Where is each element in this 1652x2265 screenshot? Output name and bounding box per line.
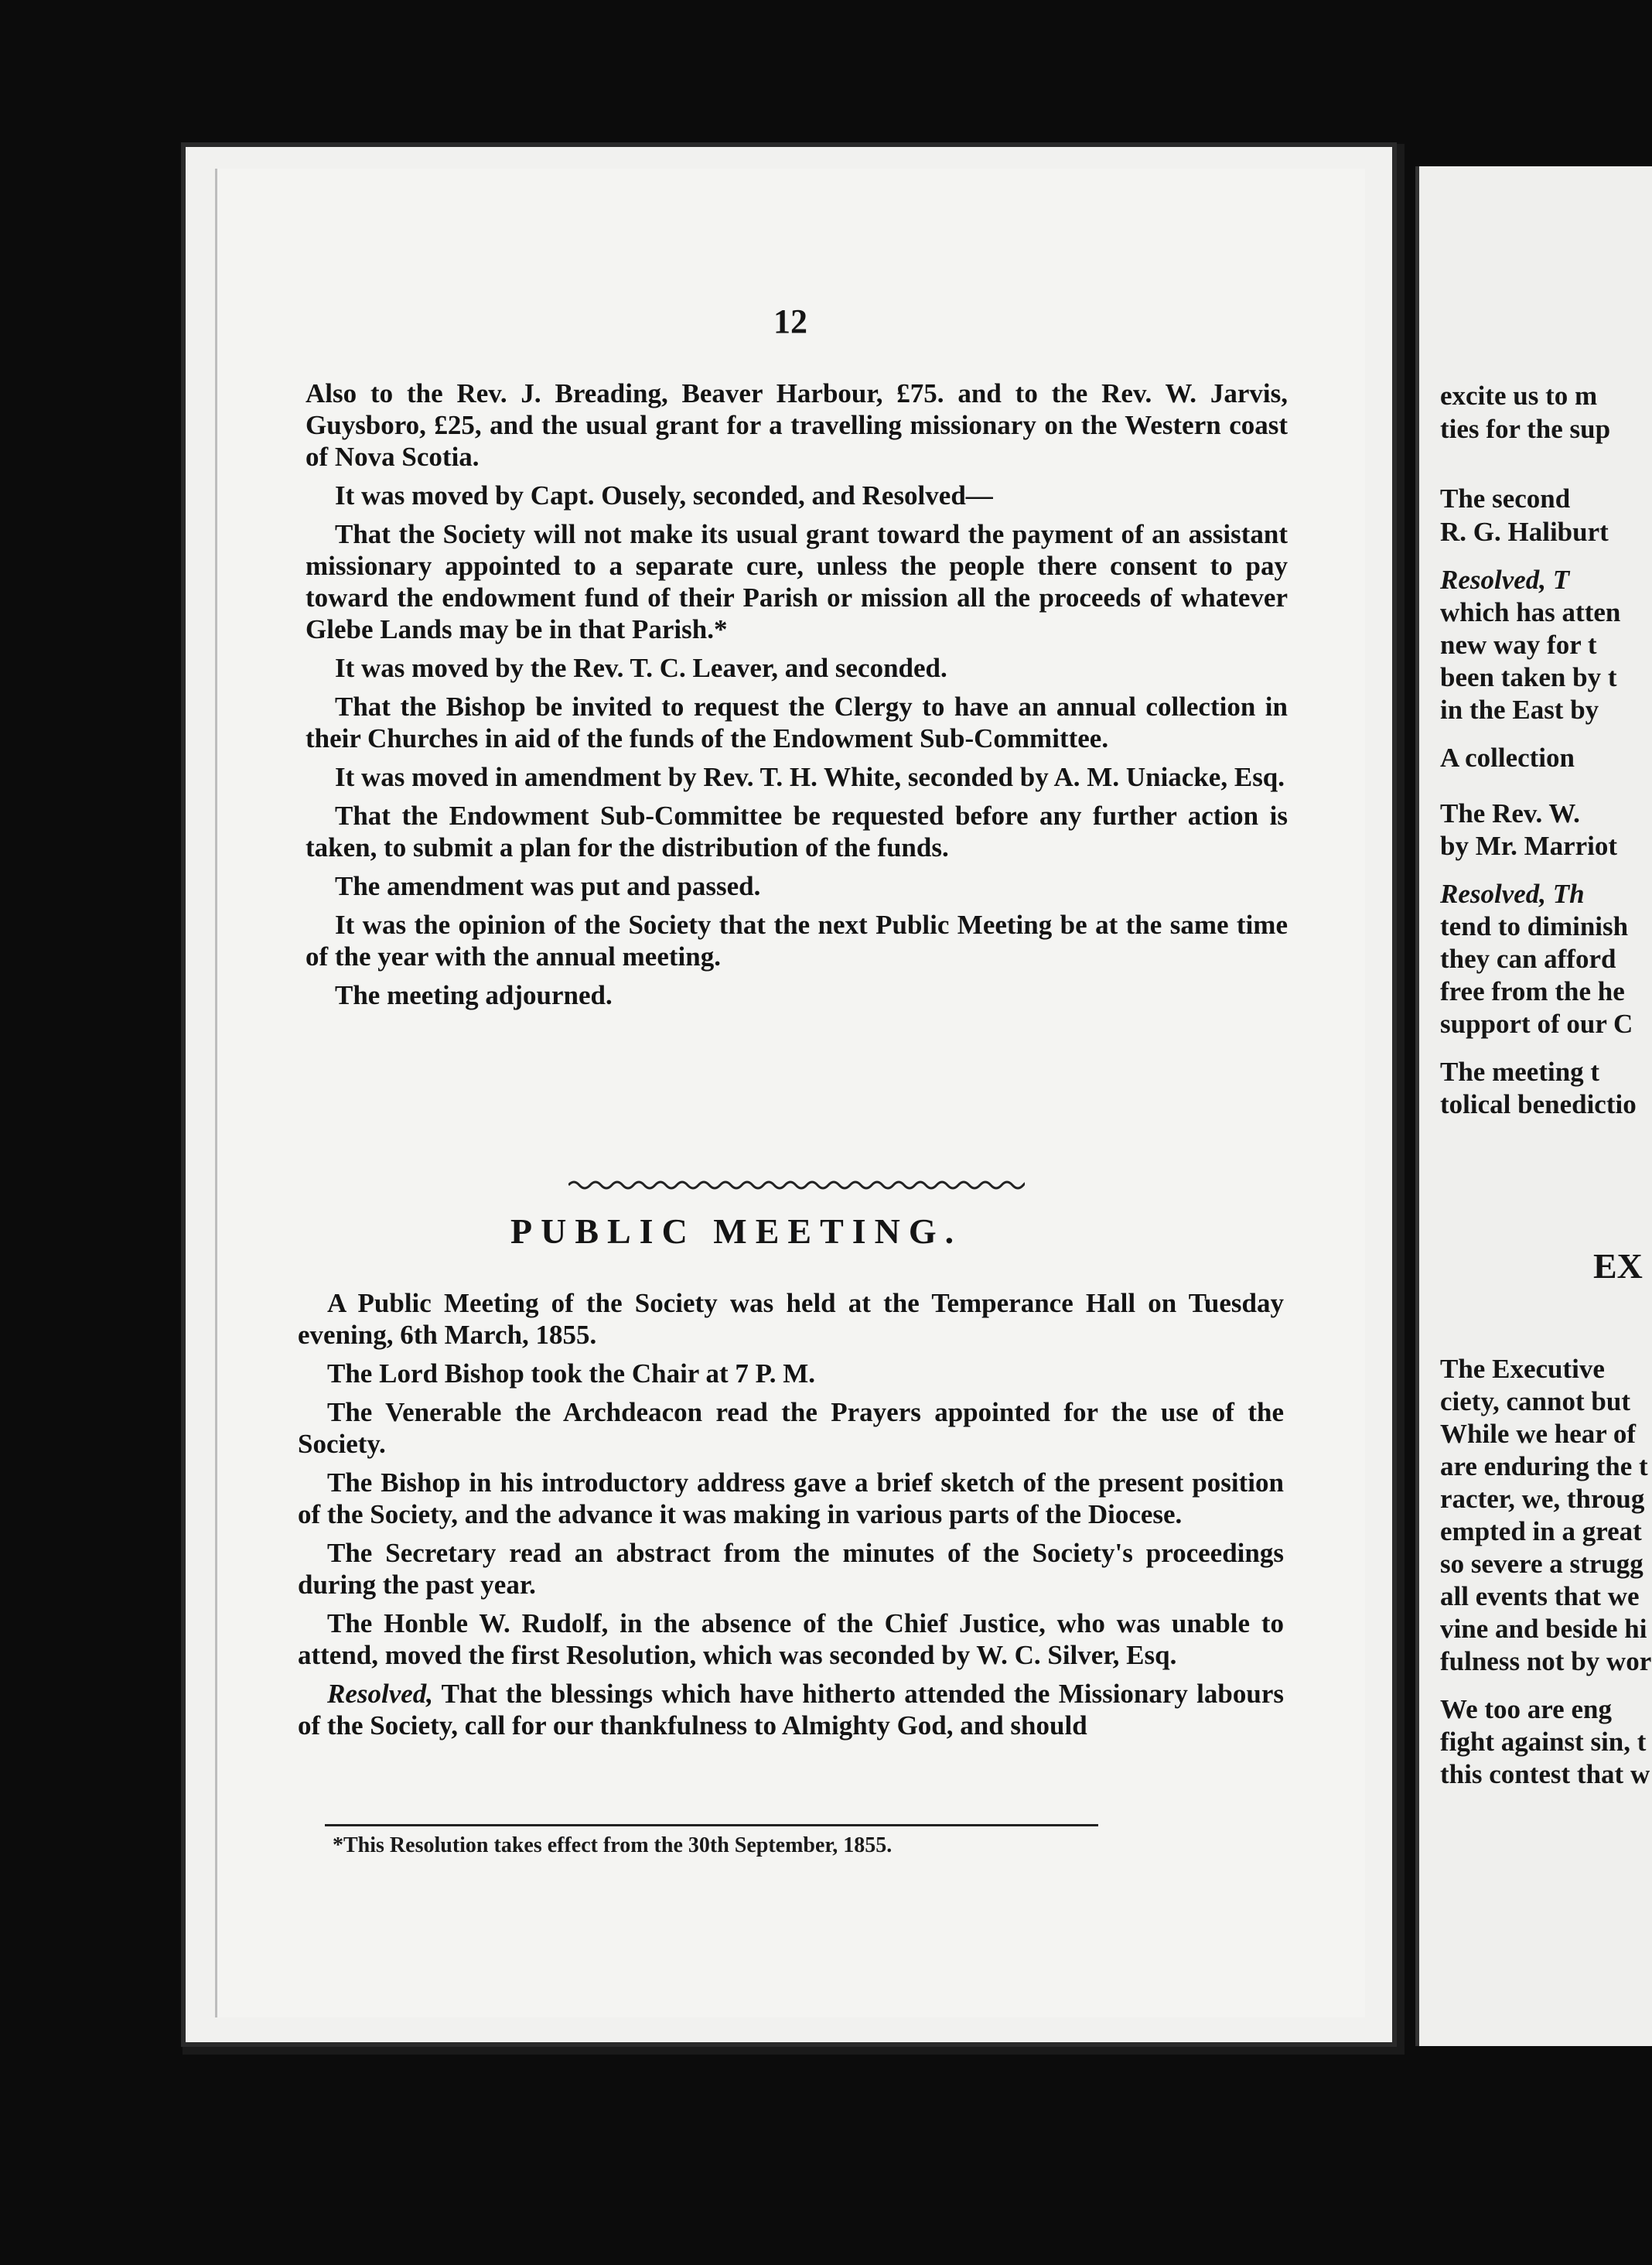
paragraph: The Lord Bishop took the Chair at 7 P. M. — [327, 1358, 816, 1389]
paragraph: A Public Meeting of the Society was held at the Temperance Hall on Tuesday evening, 6th March, 1855. — [298, 1288, 1284, 1350]
paragraph: The Secretary read an abstract from the minutes of the Society's proceedings during the past year. — [298, 1538, 1284, 1600]
body-text-section-2 — [298, 1287, 1284, 1748]
paragraph: That the Endowment Sub-Committee be requested before any further action is taken, to submit a plan for the distribution of the funds. — [305, 801, 1288, 863]
right-page-line: While we hear of — [1440, 1419, 1637, 1449]
right-page-line: they can afford — [1440, 944, 1616, 974]
resolved-label: Resolved, — [327, 1679, 434, 1709]
paragraph: It was the opinion of the Society that the next Public Meeting be at the same time of the year with the annual meeting. — [305, 910, 1288, 972]
paragraph: It was moved in amendment by Rev. T. H. White, seconded by A. M. Uniacke, Esq. — [335, 762, 1285, 792]
right-page-line: The meeting t — [1440, 1057, 1600, 1087]
footnote-rule — [325, 1824, 1098, 1826]
page-number: 12 — [773, 302, 807, 340]
footnote: *This Resolution takes effect from the 30th September, 1855. — [333, 1833, 893, 1857]
right-page-line: Resolved, Th — [1440, 879, 1585, 909]
right-page-line: The Rev. W. — [1440, 798, 1580, 828]
right-page-line: ties for the sup — [1440, 414, 1611, 444]
paragraph: Also to the Rev. J. Breading, Beaver Harbour, £75. and to the Rev. W. Jarvis, Guysboro, £25, and the usual grant for a travelling missionary on the Western coast of Nova Scotia. — [305, 378, 1288, 472]
right-page-line: in the East by — [1440, 695, 1599, 725]
section-heading: PUBLIC MEETING. — [510, 1211, 963, 1251]
right-page-line: R. G. Haliburt — [1440, 517, 1609, 547]
paragraph: The Honble W. Rudolf, in the absence of the Chief Justice, who was unable to attend, moved the first Resolution, which was seconded by W. C. Silver, Esq. — [298, 1608, 1284, 1670]
paragraph: The Bishop in his introductory address gave a brief sketch of the present position of the Society, and the advance it was making in various parts of the Diocese. — [298, 1467, 1284, 1529]
right-page-line: new way for t — [1440, 630, 1597, 660]
right-page-line: free from the he — [1440, 976, 1625, 1006]
right-page-line: The second — [1440, 483, 1571, 514]
right-page-line: vine and beside hi — [1440, 1614, 1647, 1644]
right-page-line: this contest that w — [1440, 1759, 1650, 1789]
right-page-line: excite us to m — [1440, 381, 1598, 411]
right-page-line: which has atten — [1440, 597, 1621, 627]
paragraph: That the Society will not make its usual grant toward the payment of an assistant missionary appointed to a separate cure, unless the people there consent to pay toward the endowment fund of their Parish or mission all the proceeds of whatever Glebe Lands may be in that Parish.* — [305, 519, 1288, 644]
paragraph: It was moved by Capt. Ousely, seconded, and Resolved— — [335, 480, 993, 511]
paragraph: It was moved by the Rev. T. C. Leaver, and seconded. — [335, 653, 947, 683]
right-page-line: tend to diminish — [1440, 911, 1629, 941]
right-page-line: We too are eng — [1440, 1694, 1612, 1724]
body-text-section-1 — [305, 378, 1288, 1018]
right-page-line: fulness not by wor — [1440, 1646, 1652, 1676]
right-page-line: by Mr. Marriot — [1440, 831, 1618, 861]
right-page-line: EX — [1593, 1246, 1643, 1286]
right-page-line: are enduring the t — [1440, 1451, 1648, 1481]
right-page-line: tolical benedictio — [1440, 1089, 1637, 1119]
paragraph: The Venerable the Archdeacon read the Prayers appointed for the use of the Society. — [298, 1397, 1284, 1459]
paragraph: The meeting adjourned. — [335, 980, 613, 1010]
right-page-line: all events that we — [1440, 1581, 1640, 1611]
paragraph: The amendment was put and passed. — [335, 871, 761, 901]
right-page-line: so severe a strugg — [1440, 1549, 1643, 1579]
paragraph: That the Bishop be invited to request the Clergy to have an annual collection in their Churches in aid of the funds of the Endowment Sub-Committee. — [305, 692, 1288, 753]
right-page-line: empted in a great — [1440, 1516, 1642, 1546]
right-page-line: racter, we, throug — [1440, 1484, 1645, 1514]
right-page-line: support of our C — [1440, 1009, 1633, 1039]
right-page-line: A collection — [1440, 743, 1575, 773]
right-page-line: ciety, cannot but — [1440, 1386, 1630, 1416]
right-page-line: The Executive — [1440, 1354, 1605, 1384]
right-page-line: fight against sin, t — [1440, 1727, 1647, 1757]
right-page-line: been taken by t — [1440, 662, 1617, 692]
right-page-line: Resolved, T — [1440, 565, 1570, 595]
decorative-wave-divider — [568, 1177, 1025, 1193]
resolved-text: That the blessings which have hitherto attended the Missionary labours of the Society, call for our thankfulness to Almighty God, and should — [298, 1679, 1284, 1741]
resolved-paragraph — [298, 1678, 1284, 1741]
